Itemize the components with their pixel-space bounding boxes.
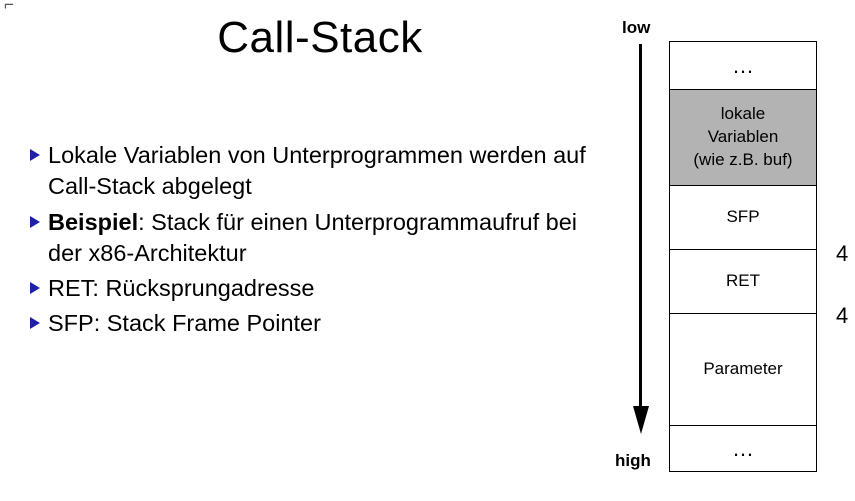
list-item bbox=[22, 140, 602, 203]
address-direction-arrow-icon bbox=[633, 44, 649, 434]
corner-mark: ⌐ bbox=[4, 0, 14, 14]
list-item-text: Lokale Variablen von Unterprogrammen werden auf Call-Stack abgelegt bbox=[48, 142, 586, 200]
stack-cell-ret: RET bbox=[670, 250, 816, 314]
list-item-bold-prefix: Beispiel bbox=[48, 208, 139, 235]
triangle-bullet-icon bbox=[22, 273, 48, 294]
list-item bbox=[22, 308, 602, 339]
triangle-bullet-icon bbox=[22, 308, 48, 329]
stack-cell-parameter: Parameter bbox=[670, 314, 816, 426]
list-item-text: SFP: Stack Frame Pointer bbox=[48, 310, 321, 337]
label-low: low bbox=[622, 18, 651, 37]
page-title: Call-Stack bbox=[217, 13, 423, 62]
call-stack-diagram bbox=[669, 41, 817, 472]
size-annotation-ret: 4 bbox=[836, 303, 849, 328]
list-item bbox=[22, 273, 602, 304]
stack-cell-local-variables: lokale Variablen (wie z.B. buf) bbox=[670, 90, 816, 186]
bullet-list bbox=[22, 140, 602, 344]
triangle-bullet-icon bbox=[22, 140, 48, 161]
list-item-text: Beispiel: Stack für einen Unterprogrammaufruf bei der x86-Architektur bbox=[48, 208, 577, 266]
size-annotation-sfp: 4 bbox=[836, 241, 849, 266]
stack-cell-top-ellipsis: … bbox=[670, 42, 816, 90]
label-high: high bbox=[615, 451, 651, 470]
list-item bbox=[22, 207, 602, 270]
list-item-text: RET: Rücksprungadresse bbox=[48, 275, 315, 301]
stack-cell-bottom-ellipsis: … bbox=[732, 435, 754, 461]
stack-cell-sfp: SFP bbox=[670, 186, 816, 250]
triangle-bullet-icon bbox=[22, 207, 48, 228]
